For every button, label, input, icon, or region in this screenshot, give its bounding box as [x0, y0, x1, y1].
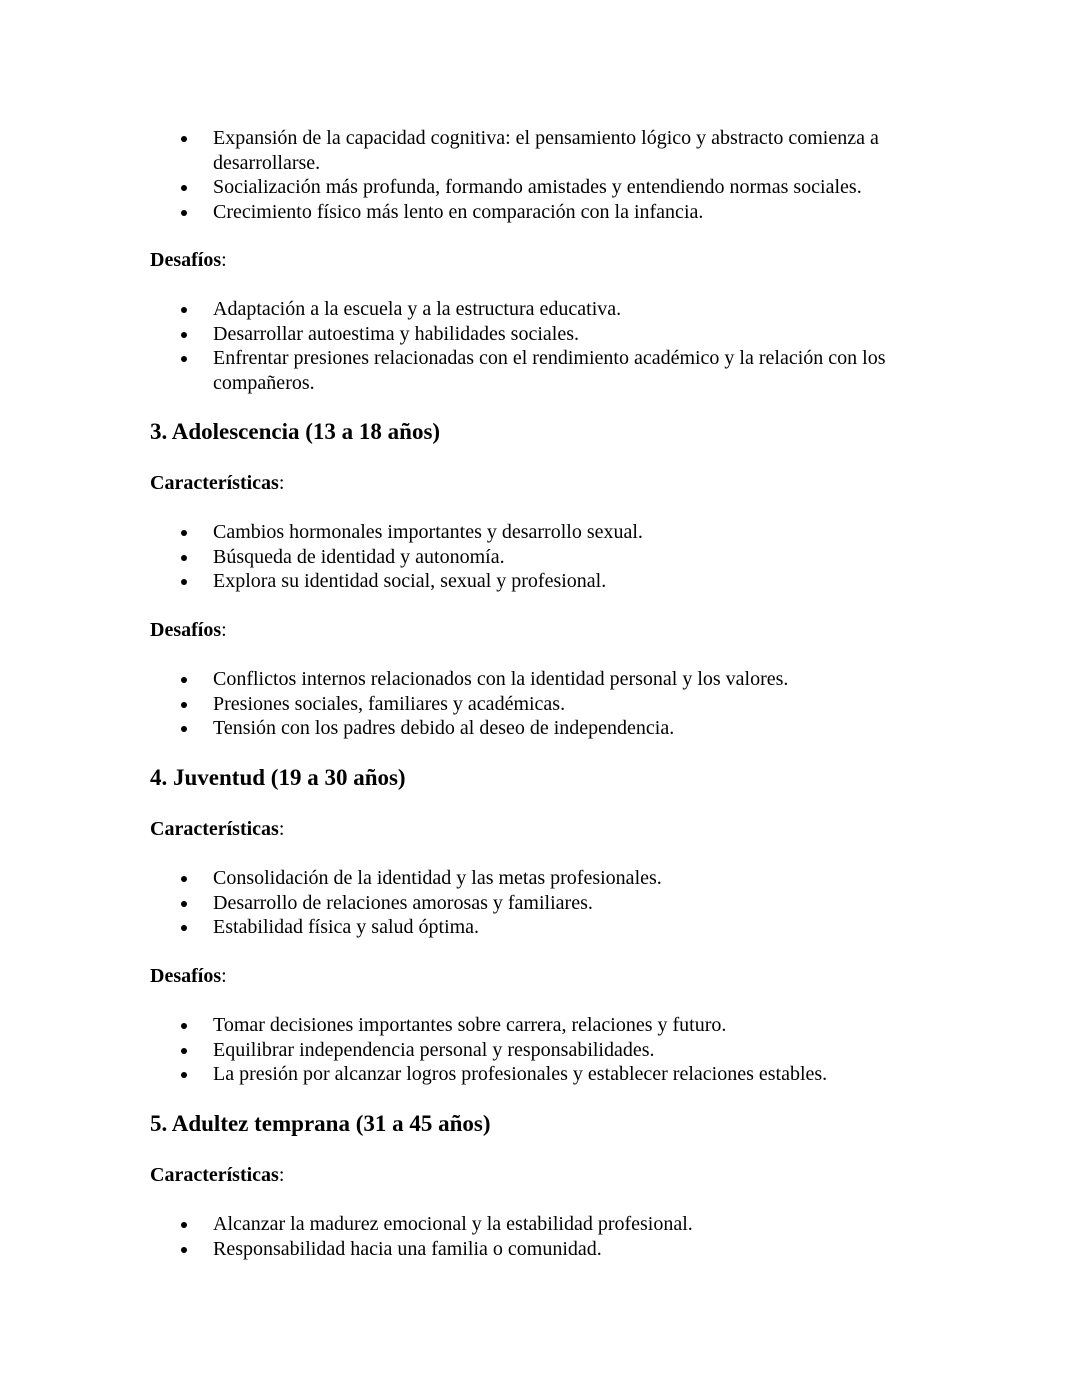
desafios-label: Desafíos: — [150, 965, 227, 987]
bullet-list-juventud-desafios — [150, 1013, 940, 1087]
bullet-list-adolescencia-desafios — [150, 667, 940, 741]
bullet-list-juventud-caracteristicas — [150, 866, 940, 940]
list-item: Desarrollar autoestima y habilidades sociales. — [150, 322, 940, 347]
list-item: Desarrollo de relaciones amorosas y familiares. — [150, 891, 940, 916]
section-heading-juventud: 4. Juventud (19 a 30 años) — [150, 765, 406, 790]
list-item: Responsabilidad hacia una familia o comunidad. — [150, 1237, 940, 1262]
list-item: Presiones sociales, familiares y académicas. — [150, 692, 940, 717]
list-item: Crecimiento físico más lento en comparación con la infancia. — [150, 200, 940, 225]
list-item: Tensión con los padres debido al deseo de independencia. — [150, 716, 940, 741]
list-item: Expansión de la capacidad cognitiva: el pensamiento lógico y abstracto comienza a desarrollarse. — [150, 126, 940, 175]
list-item: Explora su identidad social, sexual y profesional. — [150, 569, 940, 594]
section-heading-adultez-temprana: 5. Adultez temprana (31 a 45 años) — [150, 1111, 491, 1136]
list-item: Adaptación a la escuela y a la estructura educativa. — [150, 297, 940, 322]
caracteristicas-label: Características: — [150, 1164, 285, 1186]
list-item: Tomar decisiones importantes sobre carrera, relaciones y futuro. — [150, 1013, 940, 1038]
list-item: Búsqueda de identidad y autonomía. — [150, 545, 940, 570]
bullet-list-adolescencia-caracteristicas — [150, 520, 940, 594]
caracteristicas-label: Características: — [150, 472, 285, 494]
bullet-list-section2-desafios — [150, 297, 940, 395]
section-heading-adolescencia: 3. Adolescencia (13 a 18 años) — [150, 419, 441, 444]
list-item: Consolidación de la identidad y las metas profesionales. — [150, 866, 940, 891]
caracteristicas-label: Características: — [150, 818, 285, 840]
list-item: La presión por alcanzar logros profesionales y establecer relaciones estables. — [150, 1062, 940, 1087]
bullet-list-section2-caracteristicas — [150, 126, 940, 224]
list-item: Conflictos internos relacionados con la identidad personal y los valores. — [150, 667, 940, 692]
list-item: Cambios hormonales importantes y desarrollo sexual. — [150, 520, 940, 545]
list-item: Socialización más profunda, formando amistades y entendiendo normas sociales. — [150, 175, 940, 200]
list-item: Equilibrar independencia personal y responsabilidades. — [150, 1038, 940, 1063]
list-item: Enfrentar presiones relacionadas con el rendimiento académico y la relación con los compañeros. — [150, 346, 940, 395]
desafios-label: Desafíos: — [150, 619, 227, 641]
desafios-label: Desafíos: — [150, 249, 227, 271]
list-item: Estabilidad física y salud óptima. — [150, 915, 940, 940]
bullet-list-adultez-caracteristicas — [150, 1212, 940, 1261]
list-item: Alcanzar la madurez emocional y la estabilidad profesional. — [150, 1212, 940, 1237]
